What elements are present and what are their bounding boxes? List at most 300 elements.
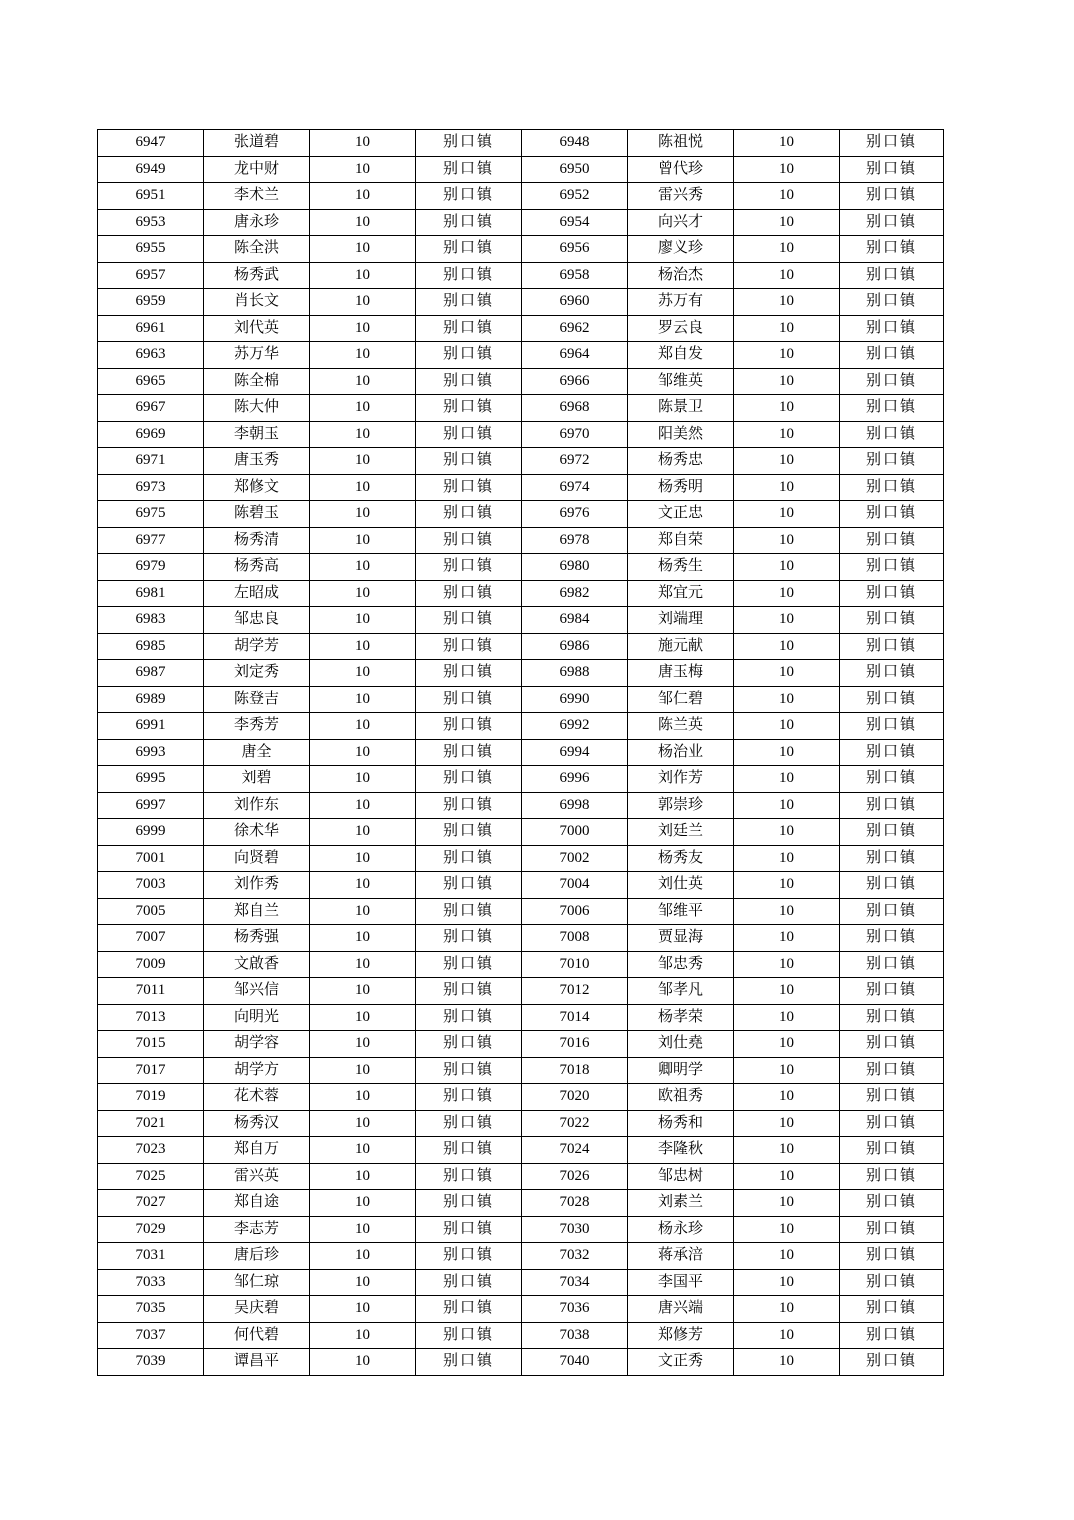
amount-cell: 10 [734, 713, 840, 740]
amount-cell: 10 [734, 289, 840, 316]
amount-cell: 10 [310, 1296, 416, 1323]
town-cell: 别口镇 [840, 156, 944, 183]
amount-cell: 10 [734, 1004, 840, 1031]
town-cell: 别口镇 [840, 209, 944, 236]
id-cell: 6978 [522, 527, 628, 554]
town-cell: 别口镇 [840, 1269, 944, 1296]
name-cell: 陈兰英 [628, 713, 734, 740]
name-cell: 刘素兰 [628, 1190, 734, 1217]
name-cell: 杨秀和 [628, 1110, 734, 1137]
name-cell: 龙中财 [204, 156, 310, 183]
town-cell: 别口镇 [840, 819, 944, 846]
town-cell: 别口镇 [416, 554, 522, 581]
table-row [98, 1349, 944, 1376]
name-cell: 向明光 [204, 1004, 310, 1031]
name-cell: 陈碧玉 [204, 501, 310, 528]
id-cell: 6991 [98, 713, 204, 740]
town-cell: 别口镇 [840, 527, 944, 554]
id-cell: 6984 [522, 607, 628, 634]
name-cell: 邹仁琼 [204, 1269, 310, 1296]
town-cell: 别口镇 [840, 633, 944, 660]
town-cell: 别口镇 [840, 845, 944, 872]
table-row [98, 1057, 944, 1084]
name-cell: 郑自兰 [204, 898, 310, 925]
town-cell: 别口镇 [840, 1190, 944, 1217]
amount-cell: 10 [310, 686, 416, 713]
name-cell: 杨秀武 [204, 262, 310, 289]
town-cell: 别口镇 [416, 501, 522, 528]
id-cell: 7031 [98, 1243, 204, 1270]
table-row [98, 925, 944, 952]
amount-cell: 10 [310, 368, 416, 395]
roster-table-body [98, 130, 944, 1376]
id-cell: 7034 [522, 1269, 628, 1296]
name-cell: 郑自途 [204, 1190, 310, 1217]
id-cell: 6971 [98, 448, 204, 475]
amount-cell: 10 [734, 236, 840, 263]
id-cell: 6997 [98, 792, 204, 819]
amount-cell: 10 [310, 872, 416, 899]
town-cell: 别口镇 [416, 262, 522, 289]
amount-cell: 10 [734, 421, 840, 448]
name-cell: 杨秀汉 [204, 1110, 310, 1137]
name-cell: 邹兴信 [204, 978, 310, 1005]
amount-cell: 10 [734, 130, 840, 157]
id-cell: 6976 [522, 501, 628, 528]
name-cell: 陈全棉 [204, 368, 310, 395]
id-cell: 7016 [522, 1031, 628, 1058]
name-cell: 雷兴秀 [628, 183, 734, 210]
id-cell: 7014 [522, 1004, 628, 1031]
town-cell: 别口镇 [840, 1322, 944, 1349]
name-cell: 吴庆碧 [204, 1296, 310, 1323]
town-cell: 别口镇 [416, 686, 522, 713]
name-cell: 郑修芳 [628, 1322, 734, 1349]
id-cell: 7022 [522, 1110, 628, 1137]
table-row [98, 1137, 944, 1164]
amount-cell: 10 [310, 978, 416, 1005]
town-cell: 别口镇 [416, 872, 522, 899]
amount-cell: 10 [734, 262, 840, 289]
id-cell: 6973 [98, 474, 204, 501]
id-cell: 6955 [98, 236, 204, 263]
table-row [98, 156, 944, 183]
id-cell: 7006 [522, 898, 628, 925]
amount-cell: 10 [734, 633, 840, 660]
name-cell: 杨治杰 [628, 262, 734, 289]
id-cell: 6970 [522, 421, 628, 448]
amount-cell: 10 [310, 713, 416, 740]
town-cell: 别口镇 [840, 898, 944, 925]
town-cell: 别口镇 [840, 1137, 944, 1164]
name-cell: 郑修文 [204, 474, 310, 501]
id-cell: 7002 [522, 845, 628, 872]
town-cell: 别口镇 [840, 1057, 944, 1084]
table-row [98, 1031, 944, 1058]
amount-cell: 10 [734, 474, 840, 501]
town-cell: 别口镇 [416, 739, 522, 766]
name-cell: 陈全洪 [204, 236, 310, 263]
amount-cell: 10 [310, 1084, 416, 1111]
amount-cell: 10 [310, 1322, 416, 1349]
id-cell: 6999 [98, 819, 204, 846]
amount-cell: 10 [734, 1137, 840, 1164]
id-cell: 7012 [522, 978, 628, 1005]
id-cell: 7019 [98, 1084, 204, 1111]
name-cell: 卿明学 [628, 1057, 734, 1084]
town-cell: 别口镇 [416, 898, 522, 925]
id-cell: 7009 [98, 951, 204, 978]
name-cell: 唐后珍 [204, 1243, 310, 1270]
amount-cell: 10 [310, 1349, 416, 1376]
name-cell: 陈登吉 [204, 686, 310, 713]
id-cell: 6950 [522, 156, 628, 183]
id-cell: 6969 [98, 421, 204, 448]
name-cell: 邹维英 [628, 368, 734, 395]
amount-cell: 10 [310, 130, 416, 157]
town-cell: 别口镇 [416, 1057, 522, 1084]
name-cell: 徐术华 [204, 819, 310, 846]
table-row [98, 1322, 944, 1349]
amount-cell: 10 [734, 1163, 840, 1190]
name-cell: 郑自荣 [628, 527, 734, 554]
name-cell: 文啟香 [204, 951, 310, 978]
town-cell: 别口镇 [840, 1163, 944, 1190]
table-row [98, 262, 944, 289]
name-cell: 李志芳 [204, 1216, 310, 1243]
name-cell: 欧祖秀 [628, 1084, 734, 1111]
amount-cell: 10 [734, 1110, 840, 1137]
name-cell: 胡学芳 [204, 633, 310, 660]
table-row [98, 474, 944, 501]
id-cell: 6972 [522, 448, 628, 475]
table-row [98, 792, 944, 819]
id-cell: 6974 [522, 474, 628, 501]
name-cell: 向兴才 [628, 209, 734, 236]
id-cell: 7013 [98, 1004, 204, 1031]
amount-cell: 10 [734, 1269, 840, 1296]
id-cell: 6948 [522, 130, 628, 157]
id-cell: 7001 [98, 845, 204, 872]
id-cell: 7027 [98, 1190, 204, 1217]
town-cell: 别口镇 [416, 1322, 522, 1349]
amount-cell: 10 [734, 686, 840, 713]
table-row [98, 978, 944, 1005]
amount-cell: 10 [310, 633, 416, 660]
amount-cell: 10 [734, 395, 840, 422]
name-cell: 谭昌平 [204, 1349, 310, 1376]
amount-cell: 10 [734, 1349, 840, 1376]
town-cell: 别口镇 [416, 1349, 522, 1376]
table-row [98, 421, 944, 448]
id-cell: 7004 [522, 872, 628, 899]
table-row [98, 845, 944, 872]
name-cell: 邹忠秀 [628, 951, 734, 978]
town-cell: 别口镇 [840, 951, 944, 978]
id-cell: 6962 [522, 315, 628, 342]
town-cell: 别口镇 [840, 342, 944, 369]
town-cell: 别口镇 [840, 978, 944, 1005]
amount-cell: 10 [310, 1269, 416, 1296]
id-cell: 6995 [98, 766, 204, 793]
amount-cell: 10 [734, 739, 840, 766]
name-cell: 罗云良 [628, 315, 734, 342]
town-cell: 别口镇 [416, 1004, 522, 1031]
amount-cell: 10 [734, 1057, 840, 1084]
amount-cell: 10 [310, 262, 416, 289]
id-cell: 7007 [98, 925, 204, 952]
id-cell: 6981 [98, 580, 204, 607]
name-cell: 花术蓉 [204, 1084, 310, 1111]
table-row [98, 554, 944, 581]
name-cell: 刘仕英 [628, 872, 734, 899]
amount-cell: 10 [734, 898, 840, 925]
town-cell: 别口镇 [840, 925, 944, 952]
town-cell: 别口镇 [416, 1110, 522, 1137]
town-cell: 别口镇 [416, 1216, 522, 1243]
town-cell: 别口镇 [416, 474, 522, 501]
name-cell: 唐永珍 [204, 209, 310, 236]
name-cell: 杨秀忠 [628, 448, 734, 475]
amount-cell: 10 [310, 501, 416, 528]
name-cell: 杨秀友 [628, 845, 734, 872]
id-cell: 7037 [98, 1322, 204, 1349]
name-cell: 李国平 [628, 1269, 734, 1296]
table-row [98, 660, 944, 687]
amount-cell: 10 [734, 156, 840, 183]
town-cell: 别口镇 [416, 713, 522, 740]
town-cell: 别口镇 [416, 1296, 522, 1323]
name-cell: 李隆秋 [628, 1137, 734, 1164]
amount-cell: 10 [734, 1296, 840, 1323]
name-cell: 苏万华 [204, 342, 310, 369]
town-cell: 别口镇 [416, 289, 522, 316]
amount-cell: 10 [310, 766, 416, 793]
name-cell: 唐玉梅 [628, 660, 734, 687]
id-cell: 6961 [98, 315, 204, 342]
amount-cell: 10 [734, 660, 840, 687]
town-cell: 别口镇 [416, 819, 522, 846]
name-cell: 杨秀生 [628, 554, 734, 581]
table-row [98, 766, 944, 793]
name-cell: 邹孝凡 [628, 978, 734, 1005]
id-cell: 7010 [522, 951, 628, 978]
amount-cell: 10 [310, 1031, 416, 1058]
town-cell: 别口镇 [416, 845, 522, 872]
town-cell: 别口镇 [416, 951, 522, 978]
id-cell: 6956 [522, 236, 628, 263]
town-cell: 别口镇 [840, 130, 944, 157]
name-cell: 何代碧 [204, 1322, 310, 1349]
id-cell: 6959 [98, 289, 204, 316]
table-row [98, 130, 944, 157]
name-cell: 杨秀高 [204, 554, 310, 581]
town-cell: 别口镇 [416, 607, 522, 634]
id-cell: 6949 [98, 156, 204, 183]
name-cell: 向贤碧 [204, 845, 310, 872]
town-cell: 别口镇 [416, 1084, 522, 1111]
name-cell: 刘作芳 [628, 766, 734, 793]
amount-cell: 10 [734, 819, 840, 846]
id-cell: 7026 [522, 1163, 628, 1190]
town-cell: 别口镇 [840, 448, 944, 475]
amount-cell: 10 [310, 792, 416, 819]
amount-cell: 10 [310, 1216, 416, 1243]
name-cell: 杨治业 [628, 739, 734, 766]
id-cell: 7020 [522, 1084, 628, 1111]
id-cell: 6953 [98, 209, 204, 236]
id-cell: 7015 [98, 1031, 204, 1058]
id-cell: 6966 [522, 368, 628, 395]
amount-cell: 10 [310, 183, 416, 210]
name-cell: 唐全 [204, 739, 310, 766]
table-row [98, 209, 944, 236]
table-row [98, 686, 944, 713]
amount-cell: 10 [734, 1243, 840, 1270]
amount-cell: 10 [310, 527, 416, 554]
name-cell: 陈景卫 [628, 395, 734, 422]
table-row [98, 1084, 944, 1111]
town-cell: 别口镇 [416, 1163, 522, 1190]
town-cell: 别口镇 [840, 1110, 944, 1137]
id-cell: 6960 [522, 289, 628, 316]
town-cell: 别口镇 [840, 236, 944, 263]
town-cell: 别口镇 [416, 130, 522, 157]
name-cell: 张道碧 [204, 130, 310, 157]
id-cell: 6986 [522, 633, 628, 660]
table-row [98, 633, 944, 660]
table-row [98, 395, 944, 422]
amount-cell: 10 [310, 845, 416, 872]
town-cell: 别口镇 [840, 607, 944, 634]
id-cell: 7028 [522, 1190, 628, 1217]
table-row [98, 1190, 944, 1217]
name-cell: 唐兴端 [628, 1296, 734, 1323]
town-cell: 别口镇 [840, 1349, 944, 1376]
town-cell: 别口镇 [416, 660, 522, 687]
amount-cell: 10 [310, 554, 416, 581]
town-cell: 别口镇 [416, 1190, 522, 1217]
amount-cell: 10 [310, 819, 416, 846]
id-cell: 7023 [98, 1137, 204, 1164]
amount-cell: 10 [734, 501, 840, 528]
table-row [98, 951, 944, 978]
id-cell: 7011 [98, 978, 204, 1005]
amount-cell: 10 [310, 925, 416, 952]
id-cell: 6988 [522, 660, 628, 687]
name-cell: 刘作秀 [204, 872, 310, 899]
name-cell: 杨秀清 [204, 527, 310, 554]
id-cell: 7035 [98, 1296, 204, 1323]
name-cell: 贾显海 [628, 925, 734, 952]
table-row [98, 739, 944, 766]
name-cell: 刘端理 [628, 607, 734, 634]
name-cell: 邹忠良 [204, 607, 310, 634]
town-cell: 别口镇 [840, 183, 944, 210]
id-cell: 6980 [522, 554, 628, 581]
town-cell: 别口镇 [416, 156, 522, 183]
id-cell: 7000 [522, 819, 628, 846]
name-cell: 杨永珍 [628, 1216, 734, 1243]
table-row [98, 1243, 944, 1270]
amount-cell: 10 [734, 1322, 840, 1349]
id-cell: 7029 [98, 1216, 204, 1243]
name-cell: 李秀芳 [204, 713, 310, 740]
id-cell: 6985 [98, 633, 204, 660]
name-cell: 胡学方 [204, 1057, 310, 1084]
name-cell: 唐玉秀 [204, 448, 310, 475]
table-row [98, 819, 944, 846]
amount-cell: 10 [734, 951, 840, 978]
town-cell: 别口镇 [840, 1216, 944, 1243]
amount-cell: 10 [310, 395, 416, 422]
name-cell: 肖长文 [204, 289, 310, 316]
town-cell: 别口镇 [840, 686, 944, 713]
id-cell: 6965 [98, 368, 204, 395]
id-cell: 6977 [98, 527, 204, 554]
id-cell: 6996 [522, 766, 628, 793]
name-cell: 刘碧 [204, 766, 310, 793]
table-row [98, 1269, 944, 1296]
name-cell: 邹忠树 [628, 1163, 734, 1190]
town-cell: 别口镇 [840, 474, 944, 501]
amount-cell: 10 [734, 209, 840, 236]
name-cell: 李朝玉 [204, 421, 310, 448]
name-cell: 郑宜元 [628, 580, 734, 607]
amount-cell: 10 [310, 739, 416, 766]
town-cell: 别口镇 [840, 289, 944, 316]
name-cell: 曾代珍 [628, 156, 734, 183]
amount-cell: 10 [734, 1190, 840, 1217]
amount-cell: 10 [734, 925, 840, 952]
town-cell: 别口镇 [840, 262, 944, 289]
amount-cell: 10 [734, 872, 840, 899]
id-cell: 6964 [522, 342, 628, 369]
table-row [98, 315, 944, 342]
amount-cell: 10 [734, 342, 840, 369]
name-cell: 杨孝荣 [628, 1004, 734, 1031]
id-cell: 7017 [98, 1057, 204, 1084]
id-cell: 6957 [98, 262, 204, 289]
amount-cell: 10 [310, 607, 416, 634]
id-cell: 6994 [522, 739, 628, 766]
id-cell: 7033 [98, 1269, 204, 1296]
town-cell: 别口镇 [416, 580, 522, 607]
amount-cell: 10 [734, 792, 840, 819]
table-row [98, 1216, 944, 1243]
table-row [98, 368, 944, 395]
amount-cell: 10 [310, 236, 416, 263]
amount-cell: 10 [310, 342, 416, 369]
id-cell: 6983 [98, 607, 204, 634]
amount-cell: 10 [734, 607, 840, 634]
amount-cell: 10 [734, 978, 840, 1005]
town-cell: 别口镇 [840, 501, 944, 528]
amount-cell: 10 [310, 898, 416, 925]
town-cell: 别口镇 [416, 633, 522, 660]
town-cell: 别口镇 [416, 792, 522, 819]
town-cell: 别口镇 [416, 236, 522, 263]
amount-cell: 10 [310, 448, 416, 475]
amount-cell: 10 [310, 315, 416, 342]
name-cell: 阳美然 [628, 421, 734, 448]
amount-cell: 10 [310, 1163, 416, 1190]
roster-table [97, 129, 944, 1376]
id-cell: 7024 [522, 1137, 628, 1164]
id-cell: 6951 [98, 183, 204, 210]
town-cell: 别口镇 [416, 766, 522, 793]
id-cell: 7021 [98, 1110, 204, 1137]
